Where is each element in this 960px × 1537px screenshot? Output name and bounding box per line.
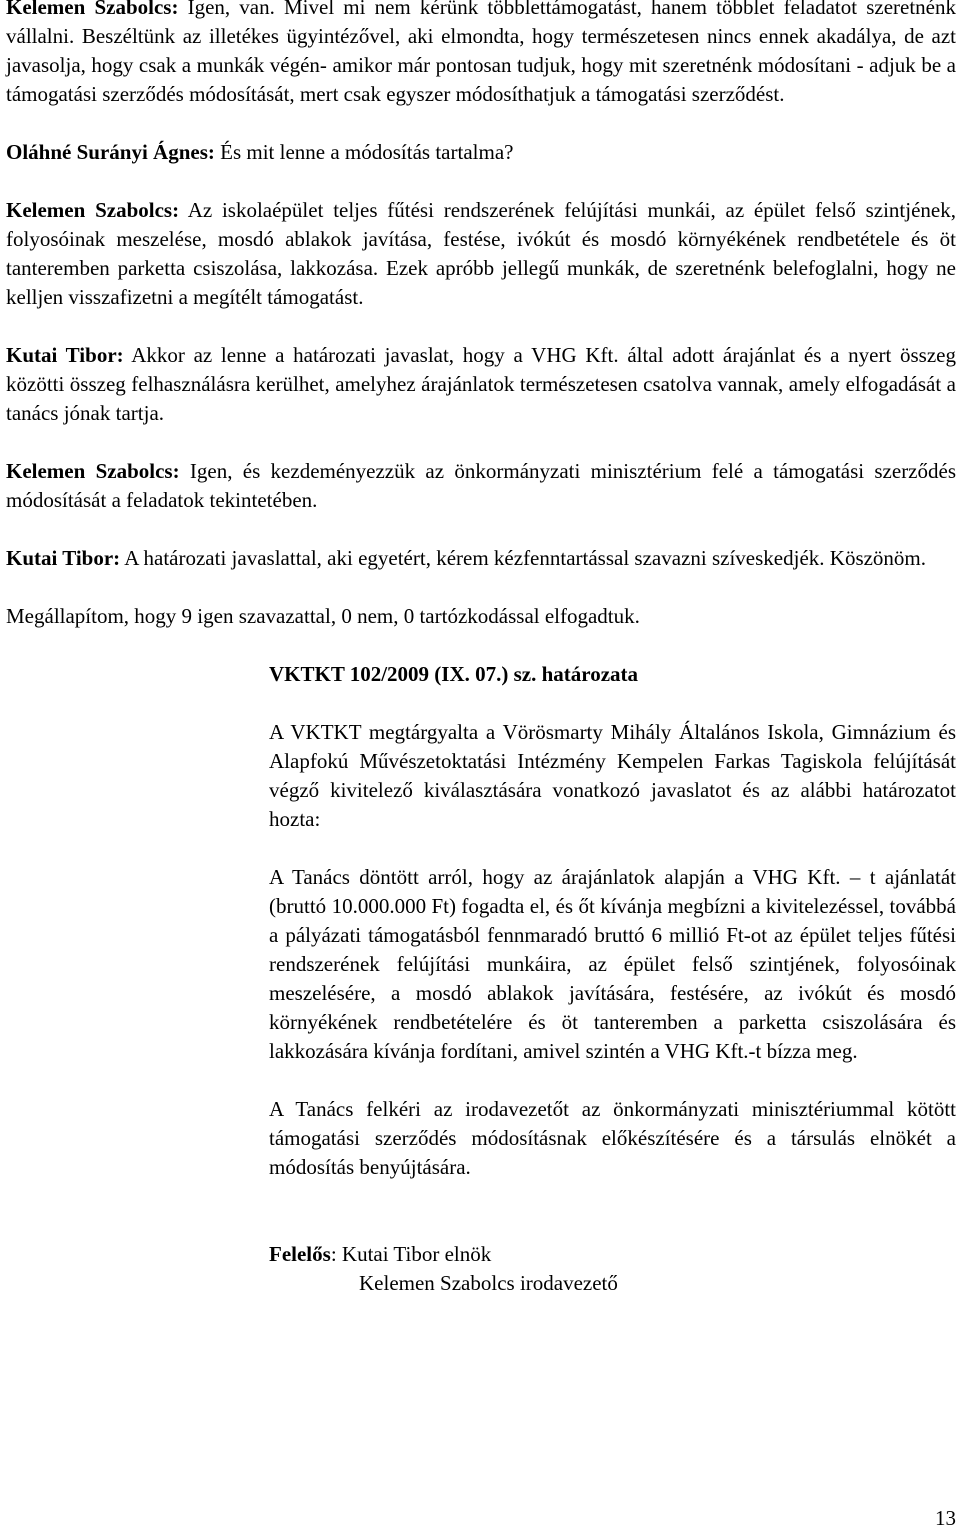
decision-title: VKTKT 102/2009 (IX. 07.) sz. határozata <box>269 662 639 686</box>
paragraph-2 <box>6 138 956 167</box>
decision-block <box>269 660 956 1182</box>
speaker-name: Kelemen Szabolcs: <box>6 198 180 222</box>
responsible-line-1 <box>269 1240 956 1269</box>
document-page <box>6 0 956 1298</box>
speaker-name: Kelemen Szabolcs: <box>6 459 180 483</box>
speaker-name: Kutai Tibor: <box>6 546 121 570</box>
paragraph-1 <box>6 0 956 109</box>
responsible-person-2: Kelemen Szabolcs irodavezető <box>359 1271 618 1295</box>
responsible-label: Felelős <box>269 1242 331 1266</box>
paragraph-text: És mit lenne a módosítás tartalma? <box>214 140 514 164</box>
paragraph-text: A határozati javaslattal, aki egyetért, kérem kézfenntartással szavazni szíveskedjék. Köszönöm. <box>120 546 927 570</box>
paragraph-4 <box>6 341 956 428</box>
decision-body-2: A Tanács felkéri az irodavezetőt az önkormányzati minisztériummal kötött támogatási szerződés módosításnak előkészítésére és a társulás elnökét a módosítás benyújtására. <box>269 1097 956 1179</box>
paragraph-text: Igen, és kezdeményezzük az önkormányzati minisztérium felé a támogatási szerződés módosítását a feladatok tekintetében. <box>6 459 956 512</box>
paragraph-6 <box>6 544 956 573</box>
responsible-block <box>269 1240 956 1298</box>
vote-result <box>6 602 956 631</box>
speaker-name: Kutai Tibor: <box>6 343 124 367</box>
paragraph-text: Megállapítom, hogy 9 igen szavazattal, 0 nem, 0 tartózkodással elfogadtuk. <box>6 604 640 628</box>
paragraph-3 <box>6 196 956 312</box>
speaker-name: Oláhné Surányi Ágnes: <box>6 140 215 164</box>
page-number: 13 <box>935 1506 956 1530</box>
decision-body-1: A Tanács döntött arról, hogy az árajánlatok alapján a VHG Kft. – t ajánlatát (bruttó 10.000.000 Ft) fogadta el, és őt kívánja megbízni a kivitelezéssel, továbbá a pályázati támogatásból fennmaradó bruttó 6 millió Ft-ot az épület teljes fűtési rendszerének felújítási munkáira, az épület felső szintjének, folyosóinak meszelésére, a mosdó ablakok javítására, festésére, az ivókút és mosdó környékének rendbetételére és öt tanteremben a parketta csiszolására és lakkozására kívánja fordítani, amivel szintén a VHG Kft.-t bízza meg. <box>269 865 956 1063</box>
paragraph-text: Az iskolaépület teljes fűtési rendszerének felújítási munkái, az épület felső szintjének, folyosóinak meszelése, mosdó ablakok javítása, festése, ivókút és mosdó környékének rendbetétele és öt tanteremben parketta csiszolása, lakkozása. Ezek apróbb jellegű munkák, de szeretnénk belefoglalni, hogy ne kelljen visszafizetni a megítélt támogatást. <box>6 198 956 309</box>
responsible-person-1: : Kutai Tibor elnök <box>330 1242 492 1266</box>
speaker-name: Kelemen Szabolcs: <box>6 0 179 19</box>
decision-intro: A VKTKT megtárgyalta a Vörösmarty Mihály Általános Iskola, Gimnázium és Alapfokú Művészetoktatási Intézmény Kempelen Farkas Tagiskola felújítását végző kivitelező kiválasztására vonatkozó javaslatot és az alábbi határozatot hozta: <box>269 720 956 831</box>
paragraph-5 <box>6 457 956 515</box>
paragraph-text: Igen, van. Mivel mi nem kérünk többlettámogatást, hanem többlet feladatot szeretnénk vállalni. Beszéltünk az illetékes ügyintézővel, aki elmondta, hogy természetesen nincs ennek akadálya, de azt javasolja, hogy csak a munkák végén- amikor már pontosan tudjuk, hogy mit szeretnénk módosítani - adjuk be a támogatási szerződés módosítását, mert csak egyszer módosíthatjuk a támogatási szerződést. <box>6 0 956 106</box>
paragraph-text: Akkor az lenne a határozati javaslat, hogy a VHG Kft. által adott árajánlat és a nyert összeg közötti összeg felhasználásra kerülhet, amelyhez árajánlatok természetesen csatolva vannak, amely elfogadását a tanács jónak tartja. <box>6 343 956 425</box>
